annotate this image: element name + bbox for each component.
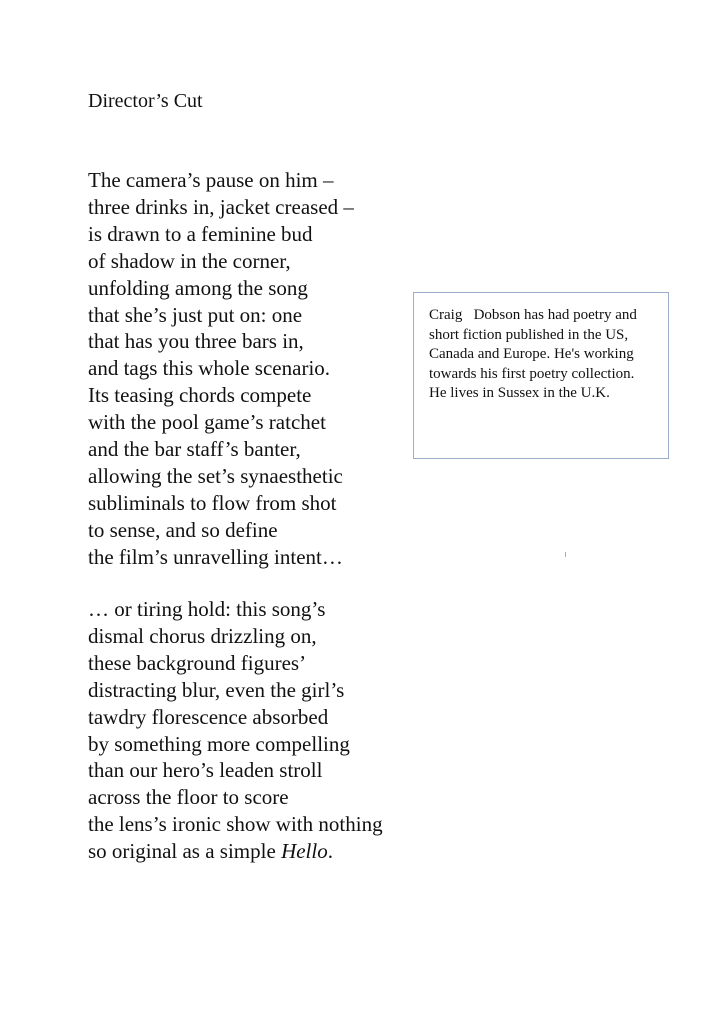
poem-line: with the pool game’s ratchet	[88, 410, 326, 435]
poem-line: the lens’s ironic show with nothing	[88, 812, 383, 837]
poem-line: unfolding among the song	[88, 275, 308, 300]
poem-line: The camera’s pause on him –	[88, 168, 334, 192]
poem-line: three drinks in, jacket creased –	[88, 194, 354, 219]
poem-line: distracting blur, even the girl’s	[88, 677, 345, 702]
italic-word: Hello	[281, 839, 328, 864]
text-cursor-mark	[565, 552, 566, 557]
poem-line: of shadow in the corner,	[88, 248, 291, 273]
line-punctuation: .	[327, 839, 333, 864]
poem-line: by something more compelling	[88, 731, 350, 756]
poem-line: that she’s just put on: one	[88, 302, 303, 327]
poem-line: tawdry florescence absorbed	[88, 704, 329, 729]
poem-line: these background figures’	[88, 650, 307, 675]
line-text: so original as a simple	[88, 839, 282, 864]
stanza-1	[88, 167, 354, 571]
poem-line: across the floor to score	[88, 785, 289, 810]
poem-line: allowing the set’s synaesthetic	[88, 463, 343, 488]
poem-line: the film’s unravelling intent…	[88, 544, 343, 569]
poem-line: … or tiring hold: this song’s	[88, 597, 326, 621]
poem-title: Director’s Cut	[88, 90, 203, 112]
poem-line: to sense, and so define	[88, 517, 278, 542]
poem-line: than our hero’s leaden stroll	[88, 758, 323, 783]
author-bio-box	[413, 292, 669, 459]
poem-line: and tags this whole scenario.	[88, 356, 331, 381]
poem-line: that has you three bars in,	[88, 329, 304, 354]
poem-line: and the bar staff’s banter,	[88, 437, 301, 462]
poem-line	[88, 838, 383, 865]
stanza-2	[88, 596, 383, 865]
poem-line: subliminals to flow from shot	[88, 490, 337, 515]
poem-line: is drawn to a feminine bud	[88, 221, 313, 246]
author-bio-text: Craig Dobson has had poetry and short fiction published in the US, Canada and Europe. He's working towards his first poetry collection. He lives in Sussex in the U.K.	[429, 307, 641, 402]
poem-line: dismal chorus drizzling on,	[88, 623, 317, 648]
poem-line: Its teasing chords compete	[88, 383, 312, 408]
